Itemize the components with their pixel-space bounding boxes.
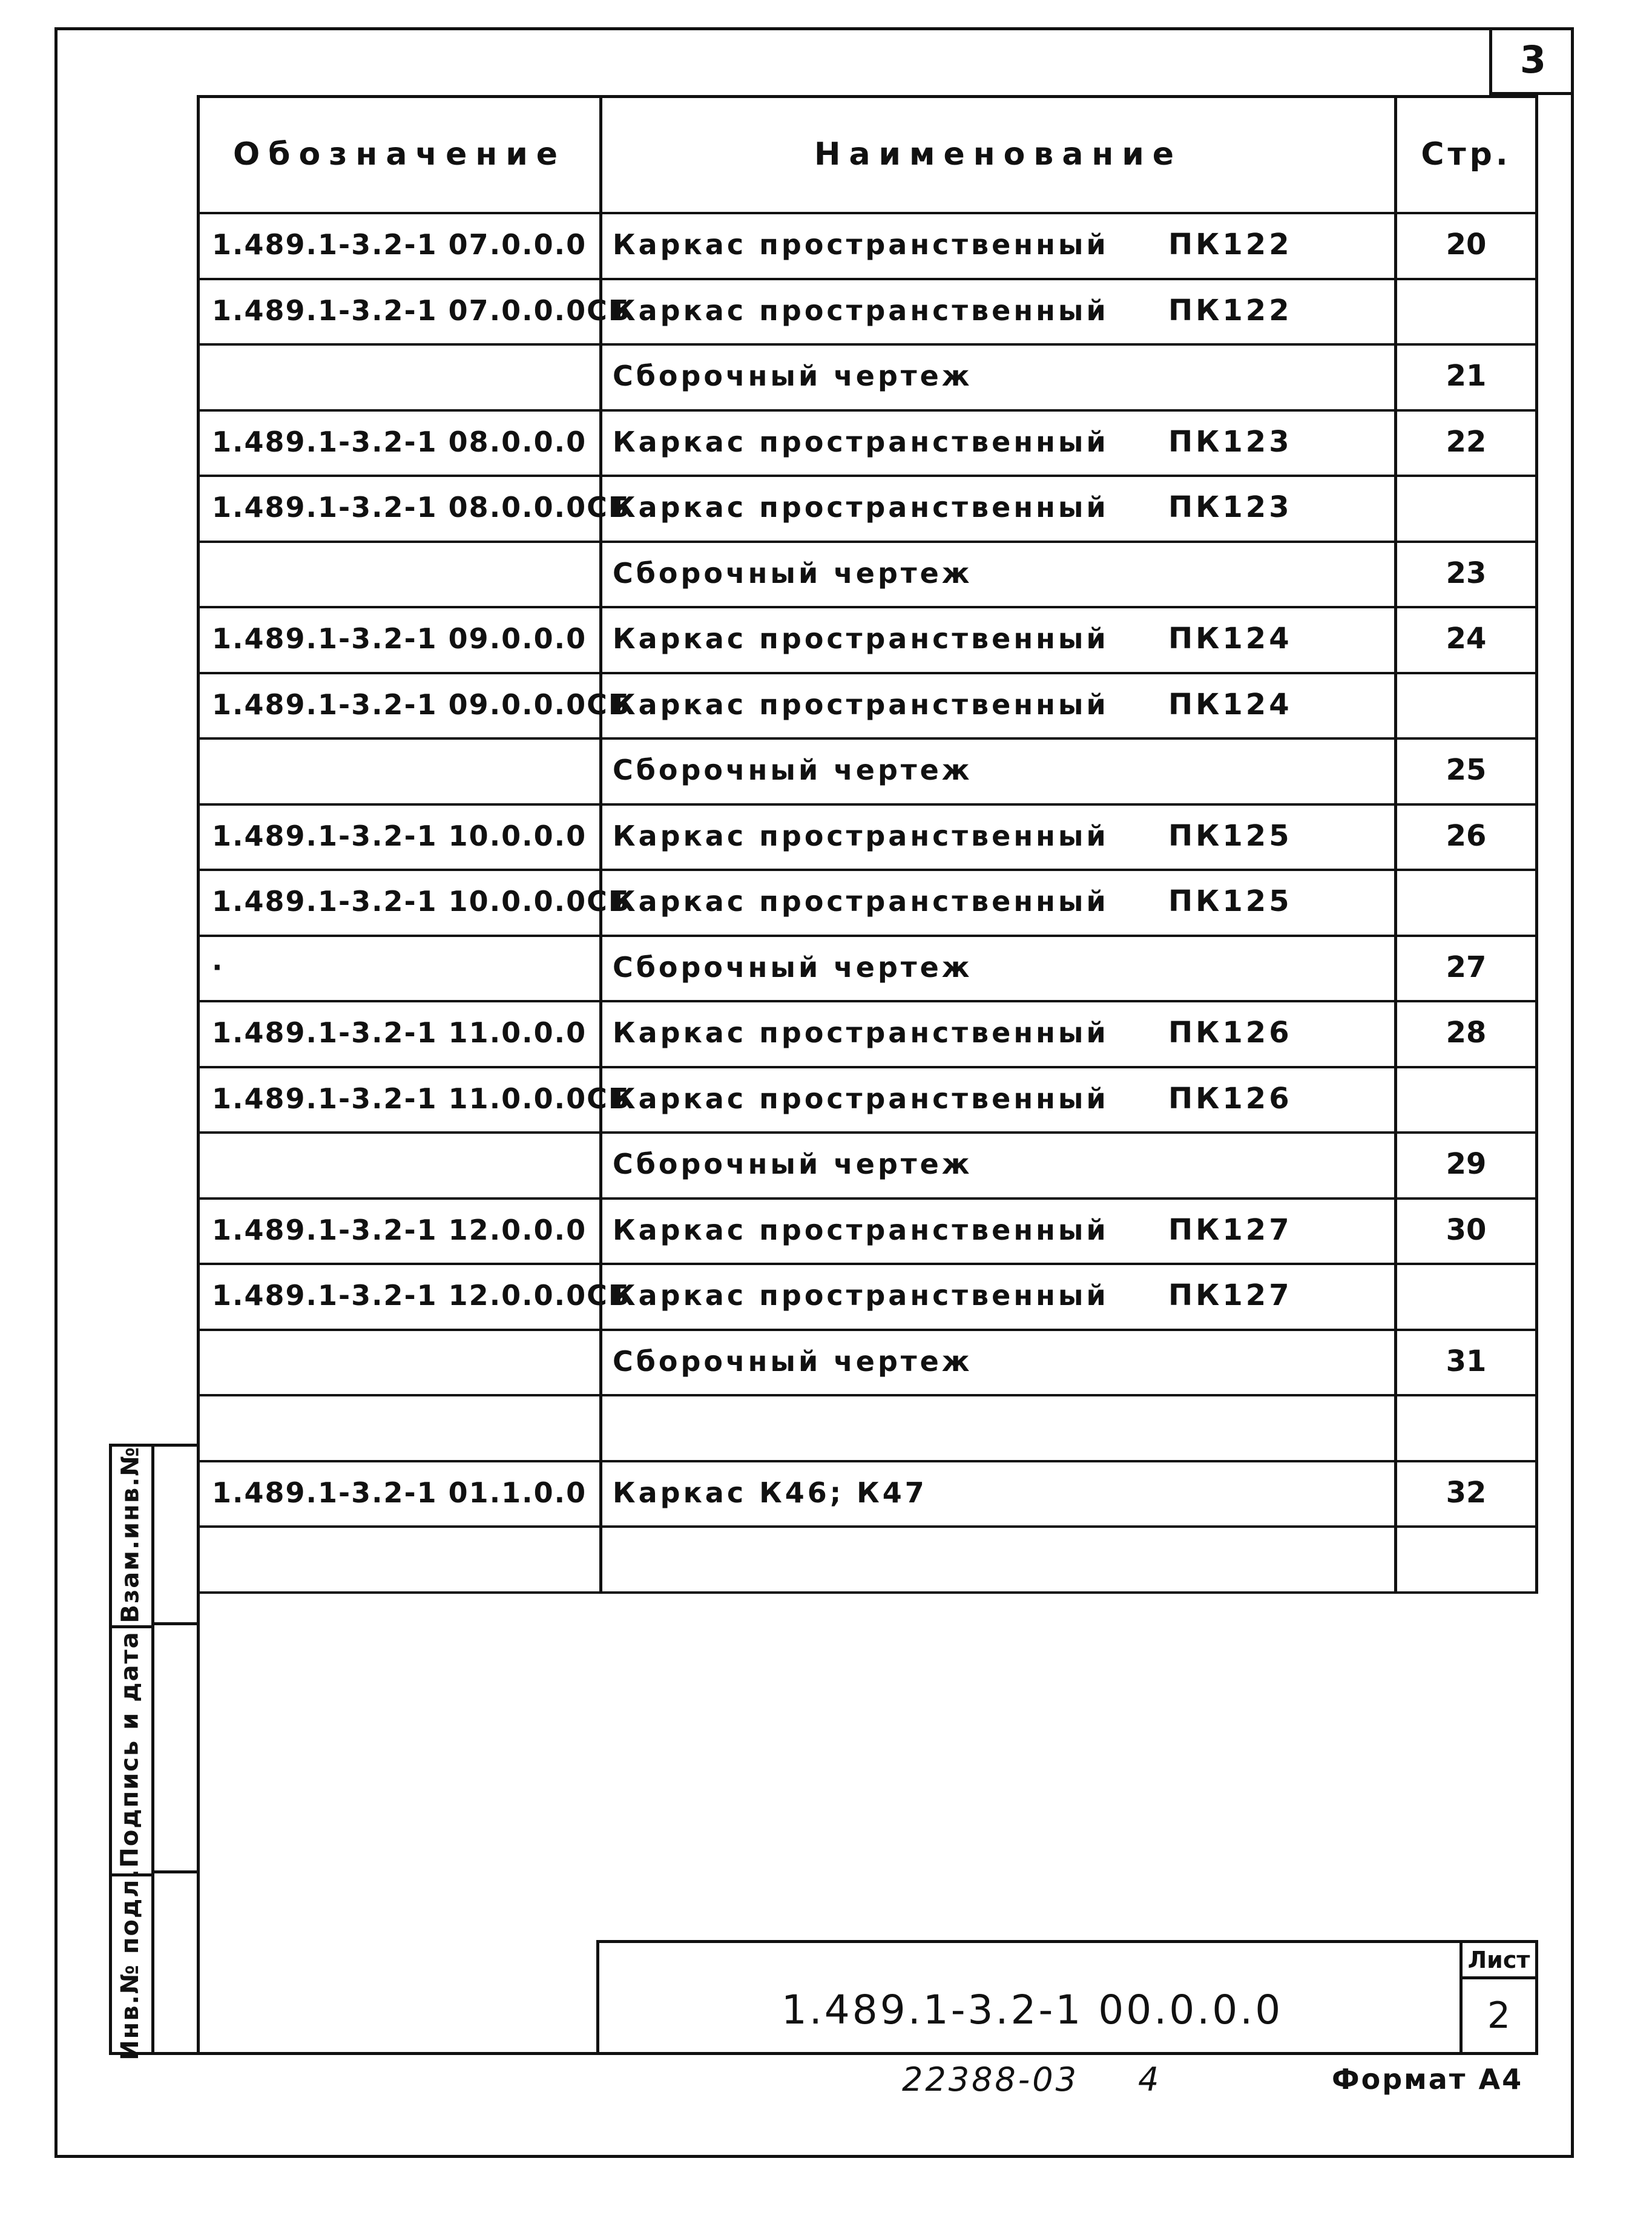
row-designation: 1.489.1-3.2-1 08.0.0.0 — [212, 425, 587, 458]
row-code: ПК125 — [1168, 818, 1292, 853]
row-designation — [212, 1329, 593, 1395]
row-name: Сборочный чертеж — [613, 360, 973, 393]
side-stamp-fields — [154, 1444, 200, 2055]
row-page: 25 — [1446, 753, 1487, 788]
row-page: 31 — [1446, 1344, 1487, 1378]
row-name: Каркас пространственный — [613, 1213, 1109, 1246]
row-page — [1397, 1394, 1535, 1460]
table-right-edge — [1535, 95, 1538, 1593]
footer-format: Формат А4 — [1332, 2063, 1524, 2096]
row-name: Каркас пространственный — [613, 688, 1109, 721]
row-name: Каркас пространственный — [613, 491, 1109, 524]
row-designation — [212, 737, 593, 803]
title-block — [596, 1940, 1538, 2055]
row-name: Каркас пространственный — [613, 294, 1109, 327]
row-page — [1397, 475, 1535, 541]
header-name: Наименование — [814, 136, 1183, 173]
row-page — [1397, 672, 1535, 738]
row-designation — [212, 1131, 593, 1197]
side-inv-podl-label: Инв.№ подл. — [116, 1868, 144, 2060]
row-page: 32 — [1446, 1475, 1487, 1510]
row-code — [1168, 1329, 1386, 1395]
row-code — [1168, 1460, 1386, 1526]
row-designation: 1.489.1-3.2-1 09.0.0.0СБ — [212, 688, 631, 721]
row-name: Сборочный чертеж — [613, 950, 973, 984]
row-code: ПК125 — [1168, 884, 1292, 919]
row-page: 29 — [1446, 1147, 1487, 1182]
header-page: Стр. — [1421, 136, 1512, 173]
footer-page-number: 4 — [1138, 2060, 1159, 2099]
sheet-corner-number: 3 — [1489, 27, 1574, 95]
row-page: 21 — [1446, 359, 1487, 393]
row-code: ПК127 — [1168, 1278, 1292, 1313]
row-name: Сборочный чертеж — [613, 556, 973, 590]
inner-left-border — [197, 1593, 200, 2055]
row-designation: 1.489.1-3.2-1 08.0.0.0СБ — [212, 491, 631, 524]
row-designation: 1.489.1-3.2-1 07.0.0.0 — [212, 228, 587, 261]
header-designation: Обозначение — [232, 136, 567, 173]
row-code — [1168, 1394, 1386, 1460]
row-code: ПК124 — [1168, 687, 1292, 722]
sheet-label: Лист — [1463, 1943, 1535, 1979]
side-podpis-data-label: Подпись и дата — [116, 1631, 144, 1868]
row-divider — [197, 1591, 1538, 1594]
row-code: ПК124 — [1168, 622, 1292, 656]
row-designation: 1.489.1-3.2-1 11.0.0.0 — [212, 1016, 587, 1050]
row-code — [1168, 935, 1386, 1001]
row-name: Сборочный чертеж — [613, 1344, 973, 1378]
row-designation: 1.489.1-3.2-1 10.0.0.0СБ — [212, 885, 631, 918]
row-designation — [212, 1394, 593, 1460]
row-name: Сборочный чертеж — [613, 754, 973, 787]
row-designation: 1.489.1-3.2-1 10.0.0.0 — [212, 819, 587, 852]
row-designation — [212, 541, 593, 607]
row-code: ПК122 — [1168, 293, 1292, 327]
row-page — [1397, 869, 1535, 935]
row-name: Каркас пространственный — [613, 1082, 1109, 1115]
row-page — [1397, 1066, 1535, 1132]
row-page: 30 — [1446, 1212, 1487, 1247]
row-code — [1168, 1131, 1386, 1197]
row-designation: 1.489.1-3.2-1 09.0.0.0 — [212, 622, 587, 656]
row-designation: 1.489.1-3.2-1 12.0.0.0СБ — [212, 1279, 631, 1312]
row-name: Каркас пространственный — [613, 622, 1109, 656]
row-designation: 1.489.1-3.2-1 11.0.0.0СБ — [212, 1082, 631, 1115]
row-name: Каркас К46; К47 — [613, 1476, 927, 1509]
row-name — [613, 1394, 1145, 1460]
sheet-number: 2 — [1487, 1994, 1511, 2037]
row-name: Каркас пространственный — [613, 425, 1109, 458]
row-designation: · — [212, 950, 224, 984]
row-page: 27 — [1446, 950, 1487, 984]
side-inv-podl — [109, 1868, 154, 2060]
title-block-code: 1.489.1-3.2-1 00.0.0.0 — [781, 1986, 1283, 2033]
row-page: 28 — [1446, 1016, 1487, 1050]
row-code: ПК123 — [1168, 490, 1292, 525]
side-vzam-inv-label: Взам.инв.№ — [116, 1445, 145, 1623]
row-name: Каркас пространственный — [613, 885, 1109, 918]
row-code: ПК122 — [1168, 228, 1292, 262]
row-name: Каркас пространственный — [613, 819, 1109, 852]
row-designation: 1.489.1-3.2-1 01.1.0.0 — [212, 1476, 587, 1509]
row-name — [613, 1525, 1145, 1591]
row-name: Каркас пространственный — [613, 1016, 1109, 1050]
row-designation: 1.489.1-3.2-1 07.0.0.0СБ — [212, 294, 631, 327]
side-field-divider-2 — [154, 1870, 200, 1873]
side-field-divider-1 — [154, 1622, 200, 1625]
row-name: Каркас пространственный — [613, 228, 1109, 261]
side-podpis-data — [109, 1625, 154, 1876]
row-code — [1168, 737, 1386, 803]
row-page — [1397, 1263, 1535, 1329]
row-page: 22 — [1446, 424, 1487, 459]
row-name: Сборочный чертеж — [613, 1148, 973, 1181]
row-code — [1168, 343, 1386, 409]
row-page: 26 — [1446, 818, 1487, 853]
row-designation: 1.489.1-3.2-1 12.0.0.0 — [212, 1213, 587, 1246]
row-code: ПК126 — [1168, 1081, 1292, 1116]
row-code: ПК127 — [1168, 1212, 1292, 1247]
row-code — [1168, 1525, 1386, 1591]
footer-order-number: 22388-03 — [902, 2060, 1079, 2099]
row-page: 24 — [1446, 622, 1487, 656]
row-code: ПК123 — [1168, 424, 1292, 459]
row-page: 23 — [1446, 556, 1487, 590]
side-vzam-inv — [109, 1444, 154, 1628]
row-designation — [212, 1525, 593, 1591]
title-block-sheet — [1459, 1943, 1535, 2052]
row-code: ПК126 — [1168, 1016, 1292, 1050]
row-page: 20 — [1446, 228, 1487, 262]
row-designation — [212, 343, 593, 409]
row-name: Каркас пространственный — [613, 1279, 1109, 1312]
row-code — [1168, 541, 1386, 607]
row-page — [1397, 1525, 1535, 1591]
row-page — [1397, 278, 1535, 344]
